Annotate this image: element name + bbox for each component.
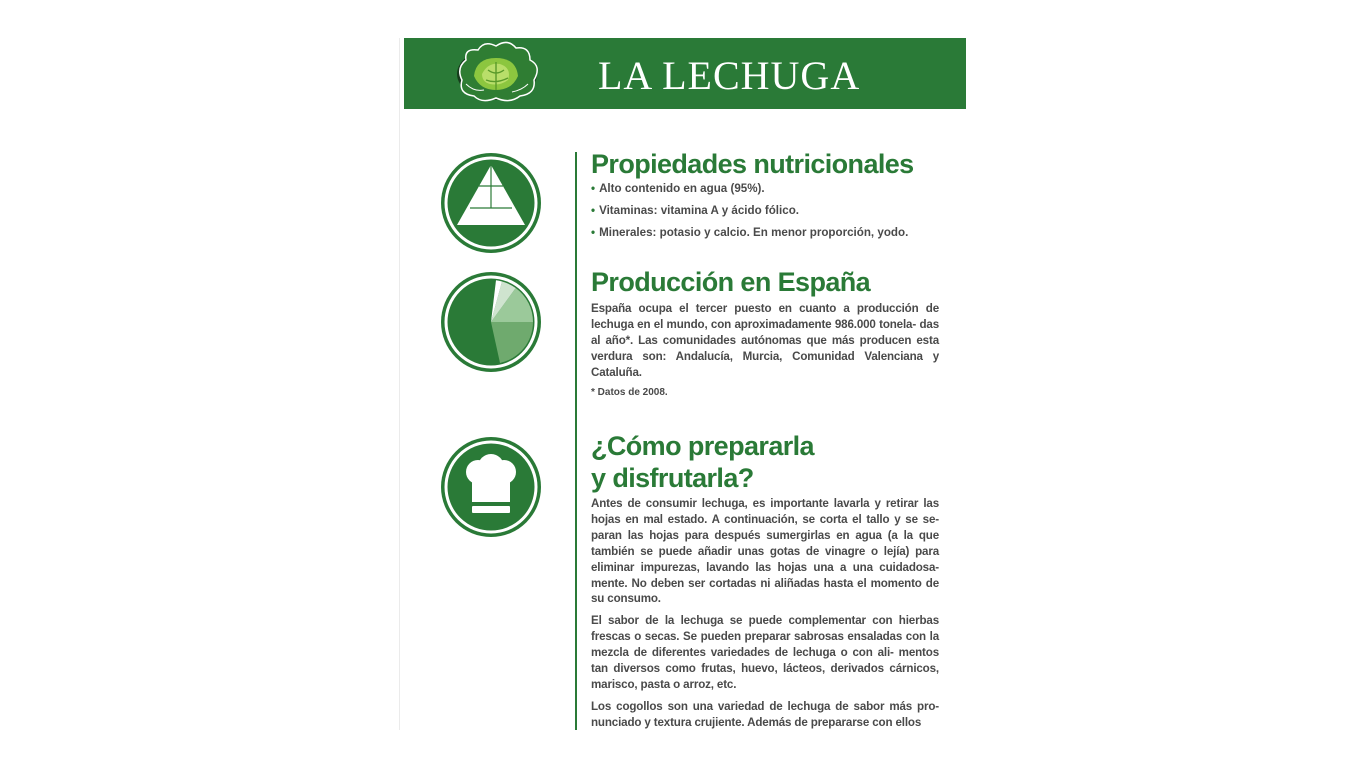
section-production <box>591 266 939 398</box>
nutrition-list <box>591 182 939 240</box>
list-item: • Minerales: potasio y calcio. En menor proporción, yodo. <box>591 226 909 239</box>
footnote: * Datos de 2008. <box>591 386 668 398</box>
section-paragraph: El sabor de la lechuga se puede complementar con hierbas frescas o secas. Se pueden preparar sabrosas ensaladas con la mezcla de diferentes variedades de lechuga o con ali- mentos tan diversos como frutas, huevo, lácteos, derivados cárnicos, marisco, pasta o arroz, etc. <box>591 614 939 691</box>
section-title-line2: y disfrutarla? <box>591 463 754 493</box>
list-item: • Alto contenido en agua (95%). <box>591 182 765 195</box>
header-banner <box>404 38 966 109</box>
vertical-divider <box>575 152 577 730</box>
section-preparation <box>591 430 939 730</box>
section-title-line1: ¿Cómo prepararla <box>591 431 814 461</box>
list-item: • Vitaminas: vitamina A y ácido fólico. <box>591 204 800 217</box>
document-page <box>400 38 966 730</box>
lettuce-icon <box>452 40 542 104</box>
food-pyramid-icon <box>440 152 542 254</box>
section-title: Propiedades nutricionales <box>591 149 914 179</box>
section-nutrition <box>591 148 939 248</box>
section-paragraph: Antes de consumir lechuga, es importante lavarla y retirar las hojas en mal estado. A continuación, se corta el tallo y se se- paran las hojas para después sumergirlas en agua (a la que también se puede añadir unas gotas de vinagre o lejía) para eliminar impurezas, lavando las hojas una a una cuidadosa- mente. No deben ser cortadas ni aliñadas hasta el momento de su consumo. <box>591 497 939 606</box>
section-paragraph: España ocupa el tercer puesto en cuanto a producción de lechuga en el mundo, con aproximadamente 986.000 tonela- das al año*. Las comunidades autónomas que más producen esta verdura son: Andalucía, Murcia, Comunidad Valenciana y Cataluña. <box>591 302 939 379</box>
pie-chart-icon <box>440 271 542 373</box>
section-title: Producción en España <box>591 267 871 297</box>
section-paragraph: Los cogollos son una variedad de lechuga de sabor más pro- nunciado y textura crujiente. Además de prepararse con ellos <box>591 699 939 729</box>
page-title: LA LECHUGA <box>598 53 861 98</box>
chef-hat-icon <box>440 436 542 538</box>
